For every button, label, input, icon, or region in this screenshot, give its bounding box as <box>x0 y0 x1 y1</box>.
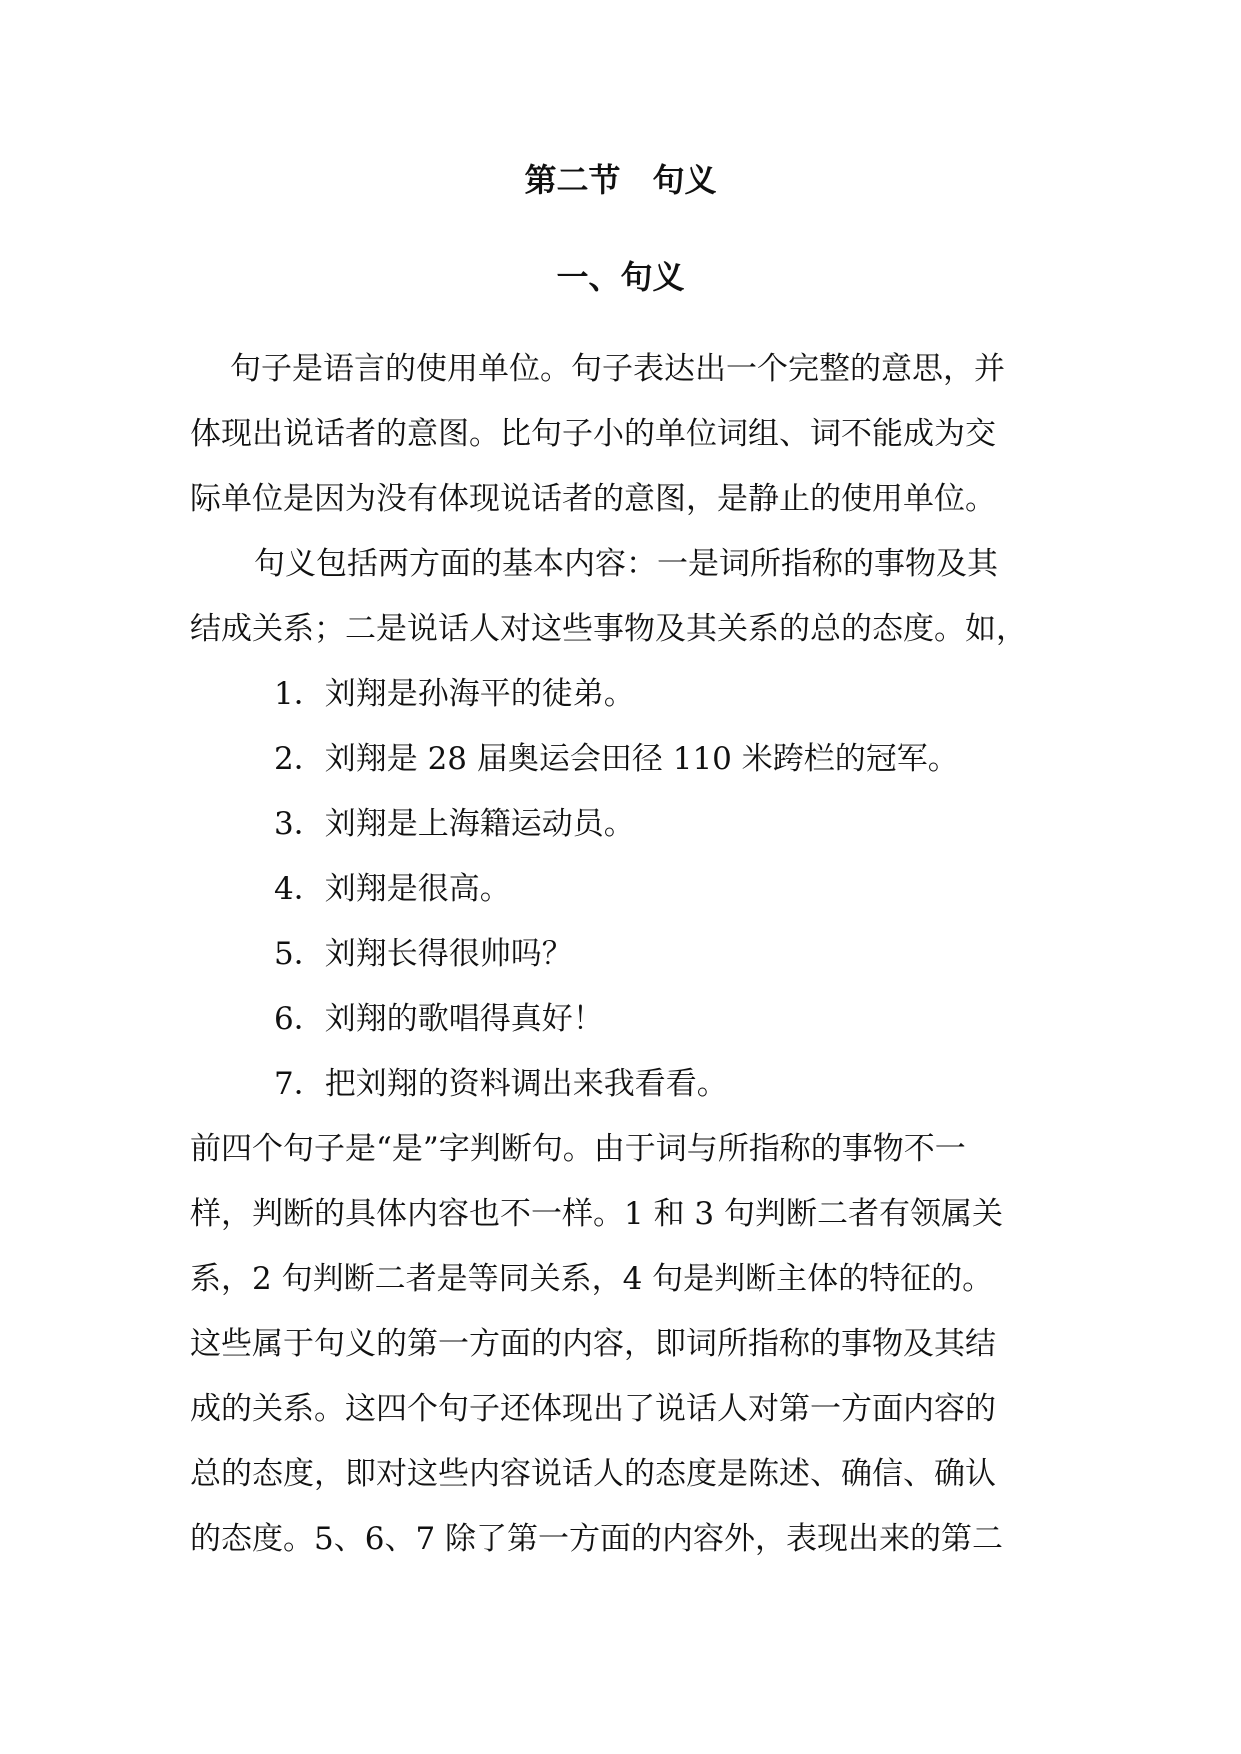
subsection-title: 一、句义 <box>556 258 685 296</box>
paragraph-line: 句义包括两方面的基本内容：一是词所指称的事物及其 <box>254 546 998 582</box>
paragraph-line: 前四个句子是“是”字判断句。由于词与所指称的事物不一 <box>190 1131 966 1167</box>
paragraph-line: 系，2 句判断二者是等同关系，4 句是判断主体的特征的。 <box>190 1261 994 1297</box>
paragraph-line: 的态度。5、6、7 除了第一方面的内容外，表现出来的第二 <box>190 1521 1004 1557</box>
paragraph-line: 成的关系。这四个句子还体现出了说话人对第一方面内容的 <box>190 1391 996 1427</box>
paragraph-line: 结成关系；二是说话人对这些事物及其关系的总的态度。如， <box>190 611 1027 647</box>
body-text <box>190 337 1052 1572</box>
section-title: 第二节 句义 <box>524 161 717 199</box>
example-sentence: 1．刘翔是孙海平的徒弟。 <box>274 676 635 712</box>
paragraph-line: 这些属于句义的第一方面的内容，即词所指称的事物及其结 <box>190 1326 996 1362</box>
example-sentence: 4．刘翔是很高。 <box>274 871 511 907</box>
example-sentence: 3．刘翔是上海籍运动员。 <box>274 806 635 842</box>
example-sentence: 5．刘翔长得很帅吗？ <box>274 936 573 972</box>
example-sentence: 6．刘翔的歌唱得真好！ <box>274 1001 604 1037</box>
paragraph-line: 际单位是因为没有体现说话者的意图，是静止的使用单位。 <box>190 481 996 517</box>
paragraph-line: 句子是语言的使用单位。句子表达出一个完整的意思，并 <box>230 351 1005 387</box>
example-sentence: 7．把刘翔的资料调出来我看看。 <box>274 1066 728 1102</box>
paragraph-line: 总的态度，即对这些内容说话人的态度是陈述、确信、确认 <box>190 1456 996 1492</box>
paragraph-line: 样，判断的具体内容也不一样。1 和 3 句判断二者有领属关 <box>190 1196 1004 1232</box>
paragraph-line: 体现出说话者的意图。比句子小的单位词组、词不能成为交 <box>190 416 996 452</box>
example-sentence: 2．刘翔是 28 届奥运会田径 110 米跨栏的冠军。 <box>274 741 959 777</box>
